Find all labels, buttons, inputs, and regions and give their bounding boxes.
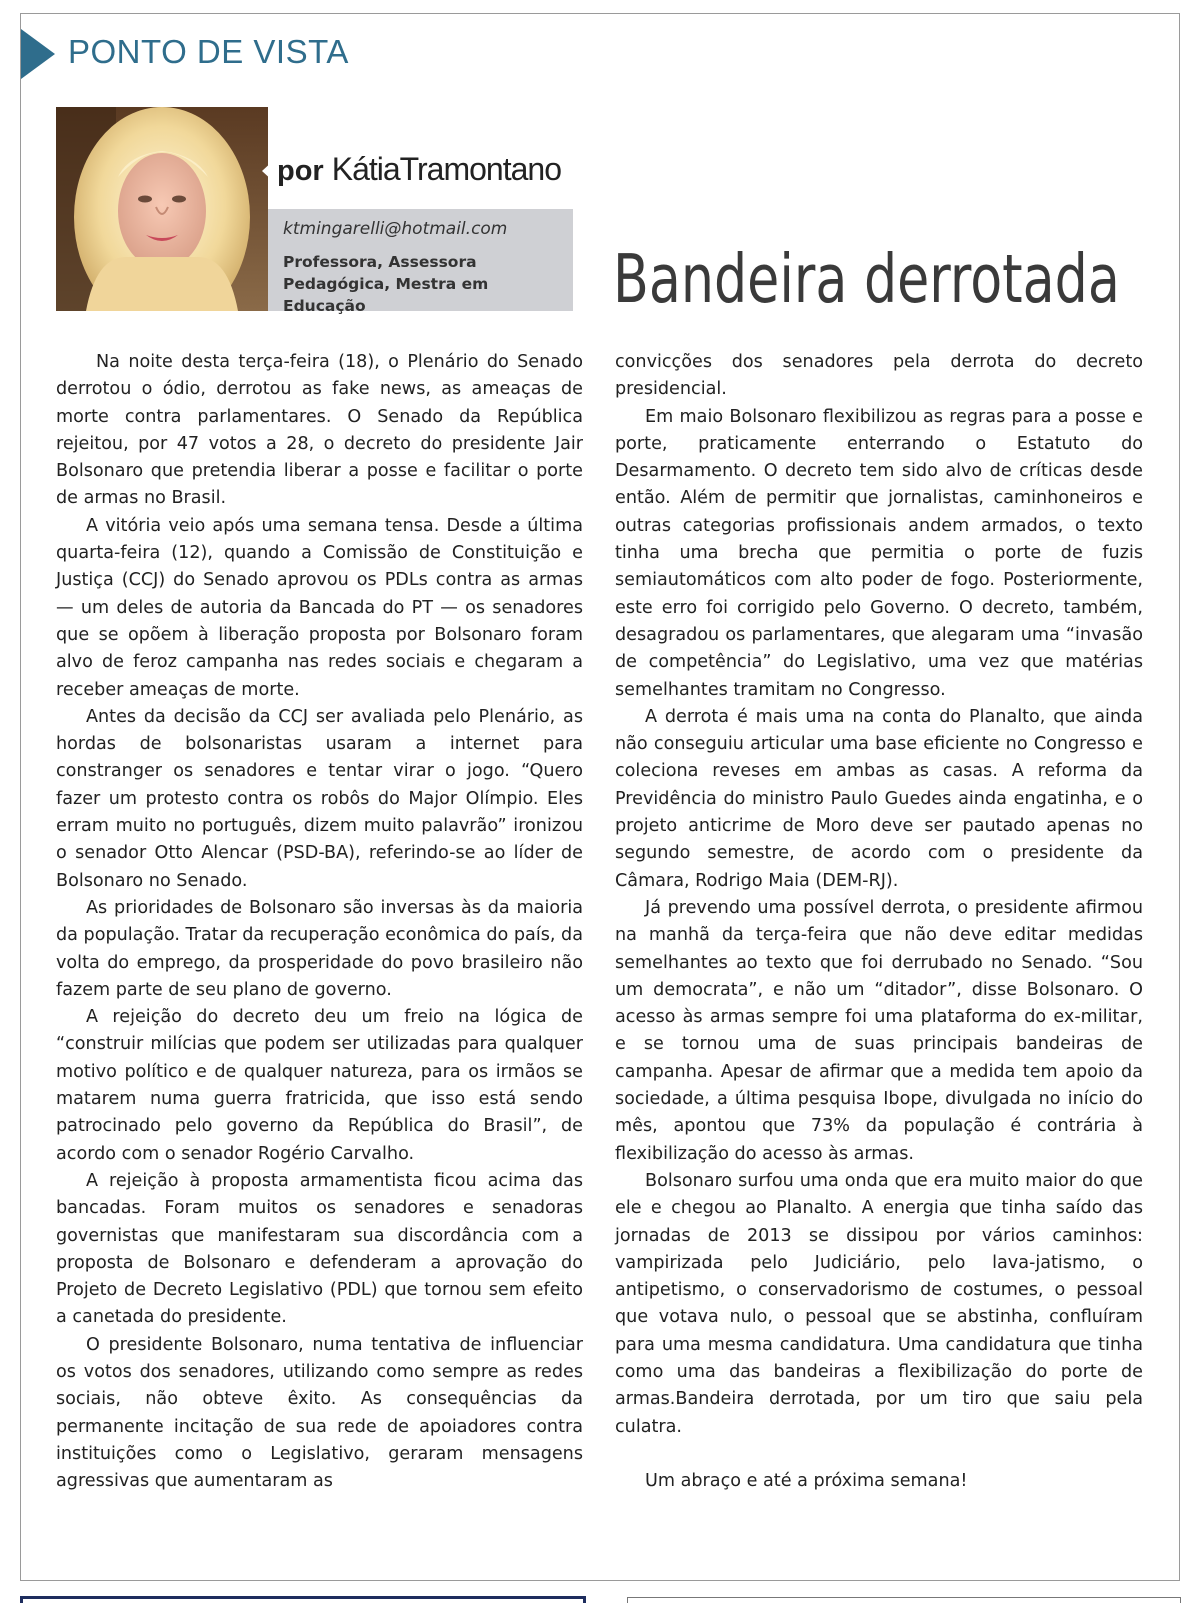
- author-email[interactable]: ktmingarelli@hotmail.com: [283, 219, 508, 239]
- author-name: KátiaTramontano: [331, 151, 561, 187]
- byline-notch: [262, 160, 274, 182]
- closing-line: Um abraço e até a próxima semana!: [645, 1470, 968, 1491]
- author-portrait-icon: [56, 107, 268, 311]
- author-info-box: [268, 209, 573, 315]
- article-column-right: [615, 349, 1143, 1495]
- paragraph: O presidente Bolsonaro, numa tentativa de influenciar os votos dos senadores, utilizando como sempre as redes sociais, não obteve êxito. As consequências da permanente incitação de sua rede de apoiadores contra instituições como o Legislativo, geraram mensagens agressivas que aumentaram as: [56, 1334, 583, 1492]
- section-title: PONTO DE VISTA: [68, 33, 349, 70]
- section-triangle-icon: [21, 29, 55, 79]
- article-headline: Bandeira derrotada: [613, 240, 1120, 318]
- paragraph: Já prevendo uma possível derrota, o presidente afirmou na manhã da terça-feira que não deve editar medidas semelhantes ao texto que foi derrubado no Senado. “Sou um democrata”, e não um “ditador”, disse Bolsonaro. O acesso às armas sempre foi uma plataforma do ex-militar, e se tornou uma de suas principais bandeiras de campanha. Apesar de afirmar que a medida tem apoio da sociedade, a última pesquisa Ibope, divulgada no início do mês, apontou que 73% da população é contrária à flexibilização do acesso às armas.: [615, 897, 1143, 1164]
- paragraph: A vitória veio após uma semana tensa. Desde a última quarta-feira (12), quando a Comissão de Constituição e Justiça (CCJ) do Senado aprovou os PDLs contra as armas — um deles de autoria da Bancada do PT — os senadores que se opõem à liberação proposta por Bolsonaro foram alvo de feroz campanha nas redes sociais e chegaram a receber ameaças de morte.: [56, 515, 583, 700]
- paragraph: A rejeição do decreto deu um freio na lógica de “construir milícias que podem ser utilizadas para qualquer motivo político e de qualquer natureza, para os irmãos se matarem numa guerra fratricida, que isso está sendo patrocinado pelo governo da República do Brasil”, de acordo com o senador Rogério Carvalho.: [56, 1007, 583, 1164]
- paragraph: As prioridades de Bolsonaro são inversas às da maioria da população. Tratar da recuperação econômica do país, da volta do emprego, da prosperidade do povo brasileiro não fazem parte de seu plano de governo.: [56, 897, 584, 1000]
- paragraph: convicções dos senadores pela derrota do decreto presidencial.: [615, 352, 1143, 400]
- paragraph: A derrota é mais uma na conta do Planalto, que ainda não conseguiu articular uma base eficiente no Congresso e coleciona reveses em ambas as casas. A reforma da Previdência do ministro Paulo Guedes ainda engatinha, e o projeto anticrime de Moro deve ser pautado apenas no segundo semestre, de acordo com o presidente da Câmara, Rodrigo Maia (DEM-RJ).: [615, 706, 1143, 891]
- author-photo: [56, 107, 268, 311]
- paragraph: Antes da decisão da CCJ ser avaliada pelo Plenário, as hordas de bolsonaristas usaram a internet para constranger os senadores e tentar virar o jogo. “Quero fazer um protesto contra os robôs do Major Olímpio. Eles erram muito no português, dizem muito palavrão” ironizou o senador Otto Alencar (PSD-BA), referindo-se ao líder de Bolsonaro no Senado.: [56, 706, 583, 891]
- paragraph: Em maio Bolsonaro flexibilizou as regras para a posse e porte, praticamente enterrando o Estatuto do Desarmamento. O decreto tem sido alvo de críticas desde então. Além de permitir que jornalistas, caminhoneiros e outras categorias profissionais andem armados, o texto tinha uma brecha que permitia o porte de fuzis semiautomáticos com alto poder de fogo. Posteriormente, este erro foi corrigido pelo Governo. O decreto, também, desagradou os parlamentares, que alegaram uma “invasão de competência” do Legislativo, uma vez que matérias semelhantes tramitam no Congresso.: [615, 406, 1143, 700]
- paragraph: Na noite desta terça-feira (18), o Plenário do Senado derrotou o ódio, derrotou as fake news, as ameaças de morte contra parlamentares. O Senado da República rejeitou, por 47 votos a 28, o decreto do presidente Jair Bolsonaro que pretendia liberar a posse e facilitar o porte de armas no Brasil.: [56, 352, 583, 509]
- byline-por: por: [277, 155, 324, 187]
- author-role: Professora, Assessora Pedagógica, Mestra em Educação: [283, 253, 489, 315]
- next-article-border-left: [20, 1596, 586, 1603]
- paragraph: A rejeição à proposta armamentista ficou acima das bancadas. Foram muitos os senadores e senadoras governistas que manifestaram sua discordância com a proposta de Bolsonaro e defenderam a aprovação do Projeto de Decreto Legislativo (PDL) que tornou sem efeito a canetada do presidente.: [56, 1170, 583, 1328]
- paragraph: Bolsonaro surfou uma onda que era muito maior do que ele e chegou ao Planalto. A energia que tinha saído das jornadas de 2013 se dissipou por vários caminhos: vampirizada pelo Judiciário, pelo lava-jatismo, o antipetismo, o conservadorismo de costumes, o pessoal que votava nulo, o pessoal que se abstinha, confluíram para uma mesma candidatura. Uma candidatura que tinha como uma das bandeiras a flexibilização do porte de armas.Bandeira derrotada, por um tiro que saiu pela culatra.: [615, 1170, 1143, 1437]
- author-byline: [277, 151, 561, 188]
- article-column-left: [56, 349, 583, 1495]
- next-article-border-right: [627, 1597, 1181, 1603]
